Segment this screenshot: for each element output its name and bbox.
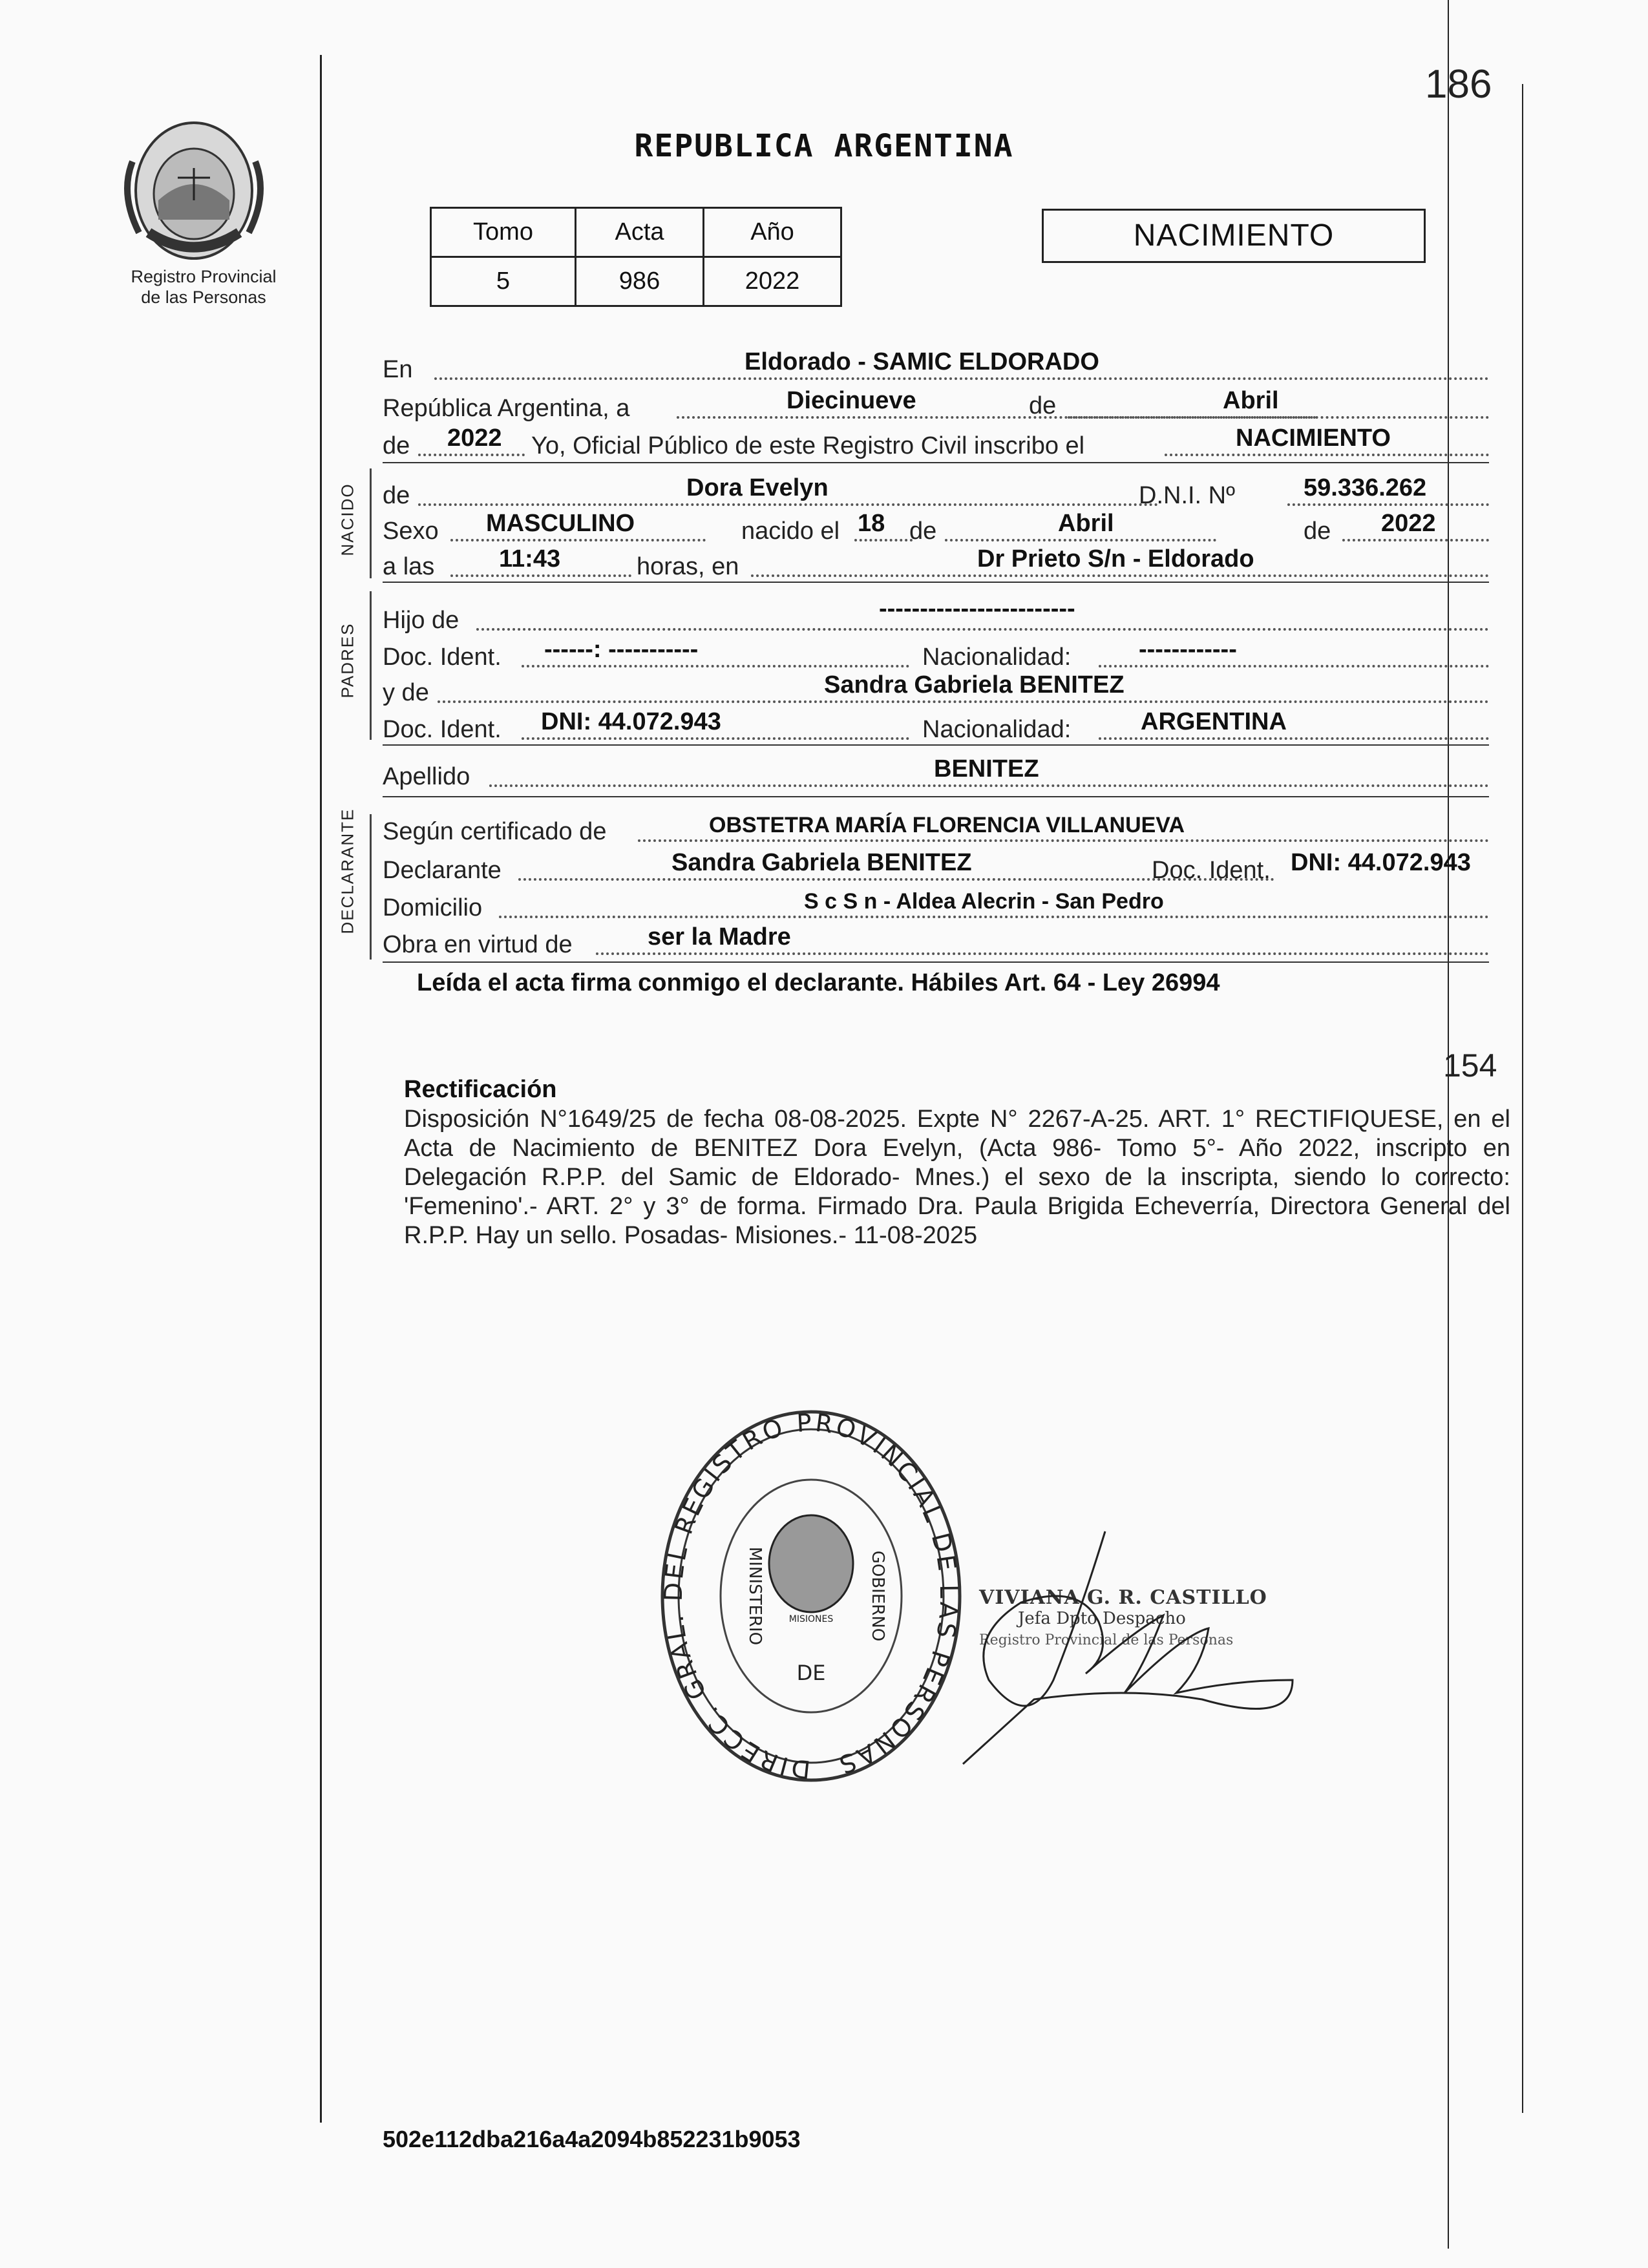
dotted-line — [476, 628, 1489, 631]
value-dia-texto: Diecinueve — [787, 387, 916, 414]
header-acta: Acta — [576, 208, 704, 257]
dotted-line — [1342, 539, 1489, 541]
label-a-las: a las — [383, 553, 435, 580]
dotted-line — [418, 454, 525, 456]
dotted-line — [638, 839, 1489, 842]
right-edge-line — [1522, 84, 1523, 2113]
stamp-inner-bottom: DE — [796, 1661, 826, 1685]
dotted-line — [450, 539, 706, 541]
handwritten-signature — [931, 1518, 1318, 1777]
value-madre-nac: ARGENTINA — [1141, 708, 1287, 735]
section-bar-declarante — [370, 814, 372, 960]
secondary-page-number: 154 — [1443, 1047, 1497, 1084]
label-horas-en: horas, en — [637, 553, 739, 580]
section-label-padres: PADRES — [337, 622, 357, 698]
row-hora-lugar — [383, 546, 1489, 585]
value-madre: Sandra Gabriela BENITEZ — [824, 671, 1125, 698]
dotted-line — [438, 700, 1489, 703]
section-bar-padres — [370, 591, 372, 740]
stamp-inner-right: GOBIERNO — [868, 1550, 887, 1642]
row-padre — [383, 595, 1489, 638]
page-number: 186 — [1425, 62, 1492, 107]
dotted-line — [751, 574, 1489, 577]
document-hash: 502e112dba216a4a2094b852231b9053 — [383, 2126, 801, 2152]
label-de: de — [909, 518, 937, 545]
dotted-line — [1099, 737, 1489, 740]
dotted-line — [522, 665, 909, 667]
dotted-line — [450, 574, 631, 577]
row-sexo-fecha — [383, 510, 1489, 549]
value-anio: 2022 — [447, 425, 502, 452]
value-nombre: Dora Evelyn — [686, 474, 829, 501]
value-acta: 986 — [576, 257, 704, 306]
dotted-line — [945, 539, 1216, 541]
value-lugar: Eldorado - SAMIC ELDORADO — [745, 348, 1099, 375]
value-padre: ------------------------ — [879, 595, 1075, 622]
dotted-line — [489, 784, 1489, 787]
dotted-line — [1068, 416, 1489, 419]
value-mes: Abril — [1058, 510, 1114, 537]
row-padre-doc — [383, 636, 1489, 675]
closing-statement: Leída el acta firma conmigo el declarante. Hábiles Art. 64 - Ley 26994 — [417, 969, 1220, 996]
value-hora: 11:43 — [499, 545, 561, 572]
logo-caption-line2: de las Personas — [141, 288, 266, 307]
section-label-nacido: NACIDO — [337, 483, 357, 556]
value-obra: ser la Madre — [648, 923, 791, 950]
label-hijo-de: Hijo de — [383, 607, 460, 634]
dotted-line — [499, 916, 1489, 918]
signer-org: Registro Provincial de las Personas — [979, 1632, 1234, 1648]
signer-name: VIVIANA G. R. CASTILLO — [979, 1586, 1267, 1609]
rectification-body: Disposición N°1649/25 de fecha 08-08-2025. Expte N° 2267-A-25. ART. 1° RECTIFIQUESE, en el Acta de Nacimiento de BENITEZ Dora Evelyn, (Acta 986- Tomo 5°- Año 2022, inscripto en Delegación R.P.P. del Samic de Eldorado- Mnes.) el sexo de la inscripta, siendo lo correcto: 'Femenino'.- ART. 2° y 3° de forma. Firmado Dra. Paula Brigida Echeverría, Directora General del R.P.P. Hay un sello. Posadas- Misiones.- 11-08-2025 — [404, 1106, 1510, 1249]
label-y-de: y de — [383, 679, 429, 706]
value-declarante: Sandra Gabriela BENITEZ — [671, 849, 972, 876]
stamp-outer-text: DIRECC. GRAL. DEL REGISTRO PROVINCIAL DE LAS PERSONAS — [659, 1408, 964, 1784]
value-mes-texto: Abril — [1223, 387, 1279, 414]
row-certificado — [383, 811, 1489, 850]
row-madre — [383, 672, 1489, 711]
dotted-line — [1287, 503, 1489, 506]
label-nacionalidad: Nacionalidad: — [922, 644, 1072, 671]
label-sexo: Sexo — [383, 518, 439, 545]
label-en: En — [383, 356, 413, 383]
label-nacido-el: nacido el — [741, 518, 840, 545]
label-segun: Según certificado de — [383, 818, 607, 845]
value-certificado: OBSTETRA MARÍA FLORENCIA VILLANUEVA — [709, 813, 1185, 837]
value-dni: 59.336.262 — [1304, 474, 1427, 501]
row-nombre — [383, 475, 1489, 514]
header-tomo: Tomo — [431, 208, 576, 257]
row-obra — [383, 924, 1489, 963]
value-declarante-doc: DNI: 44.072.943 — [1291, 849, 1471, 876]
row-fecha — [383, 388, 1489, 426]
label-domicilio: Domicilio — [383, 894, 483, 921]
stamp-inner-seal: MISIONES — [788, 1614, 834, 1624]
logo-caption-line1: Registro Provincial — [131, 267, 277, 286]
row-domicilio — [383, 887, 1489, 926]
separator-line — [383, 796, 1489, 797]
label-de: de — [383, 482, 410, 509]
row-lugar — [383, 349, 1489, 388]
value-apellido: BENITEZ — [934, 755, 1039, 782]
section-label-declarante: DECLARANTE — [337, 808, 357, 934]
value-anio: 2022 — [704, 257, 841, 306]
row-declarante — [383, 850, 1489, 888]
label-obra: Obra en virtud de — [383, 931, 573, 958]
dotted-line — [854, 539, 913, 541]
official-stamp — [653, 1402, 969, 1790]
value-padre-doc: ------: ----------- — [544, 636, 699, 663]
label-de: de — [383, 432, 410, 459]
dotted-line — [1099, 665, 1489, 667]
value-anio-nac: 2022 — [1381, 510, 1436, 537]
page-title: REPUBLICA ARGENTINA — [634, 128, 1014, 164]
label-de: de — [1304, 518, 1331, 545]
left-margin-line — [320, 55, 322, 2123]
section-bar-nacido — [370, 468, 372, 578]
logo-caption — [110, 266, 297, 308]
label-dni: D.N.I. Nº — [1139, 482, 1235, 509]
value-direccion: Dr Prieto S/n - Eldorado — [977, 545, 1254, 572]
label-nacionalidad: Nacionalidad: — [922, 716, 1072, 743]
value-padre-nac: ------------ — [1139, 636, 1237, 663]
stamp-inner-left: MINISTERIO — [745, 1546, 765, 1646]
rectification-title: Rectificación — [404, 1076, 557, 1103]
signer-role: Jefa Dpto Despacho — [1018, 1609, 1186, 1628]
record-table — [430, 207, 842, 307]
value-sexo: MASCULINO — [486, 510, 635, 537]
dotted-line — [434, 377, 1489, 380]
value-domicilio: S c S n - Aldea Alecrin - San Pedro — [804, 889, 1164, 914]
value-madre-doc: DNI: 44.072.943 — [541, 708, 721, 735]
row-apellido — [383, 756, 1489, 795]
label-republica: República Argentina, a — [383, 395, 630, 422]
label-apellido: Apellido — [383, 763, 470, 790]
row-madre-doc — [383, 709, 1489, 748]
label-yo-oficial: Yo, Oficial Público de este Registro Civil inscribo el — [531, 432, 1085, 459]
label-doc-ident: Doc. Ident. — [1152, 857, 1271, 884]
dotted-line — [418, 503, 1158, 506]
value-dia: 18 — [858, 510, 885, 537]
label-de: de — [1029, 392, 1057, 419]
dotted-line — [596, 952, 1489, 955]
value-acto: NACIMIENTO — [1236, 425, 1391, 452]
label-doc-ident: Doc. Ident. — [383, 716, 502, 743]
dotted-line — [522, 737, 909, 740]
row-inscribo — [383, 425, 1489, 464]
dotted-line — [1165, 454, 1489, 456]
header-anio: Año — [704, 208, 841, 257]
record-type-box: NACIMIENTO — [1042, 209, 1426, 263]
value-tomo: 5 — [431, 257, 576, 306]
label-doc-ident: Doc. Ident. — [383, 644, 502, 671]
label-declarante: Declarante — [383, 857, 502, 884]
